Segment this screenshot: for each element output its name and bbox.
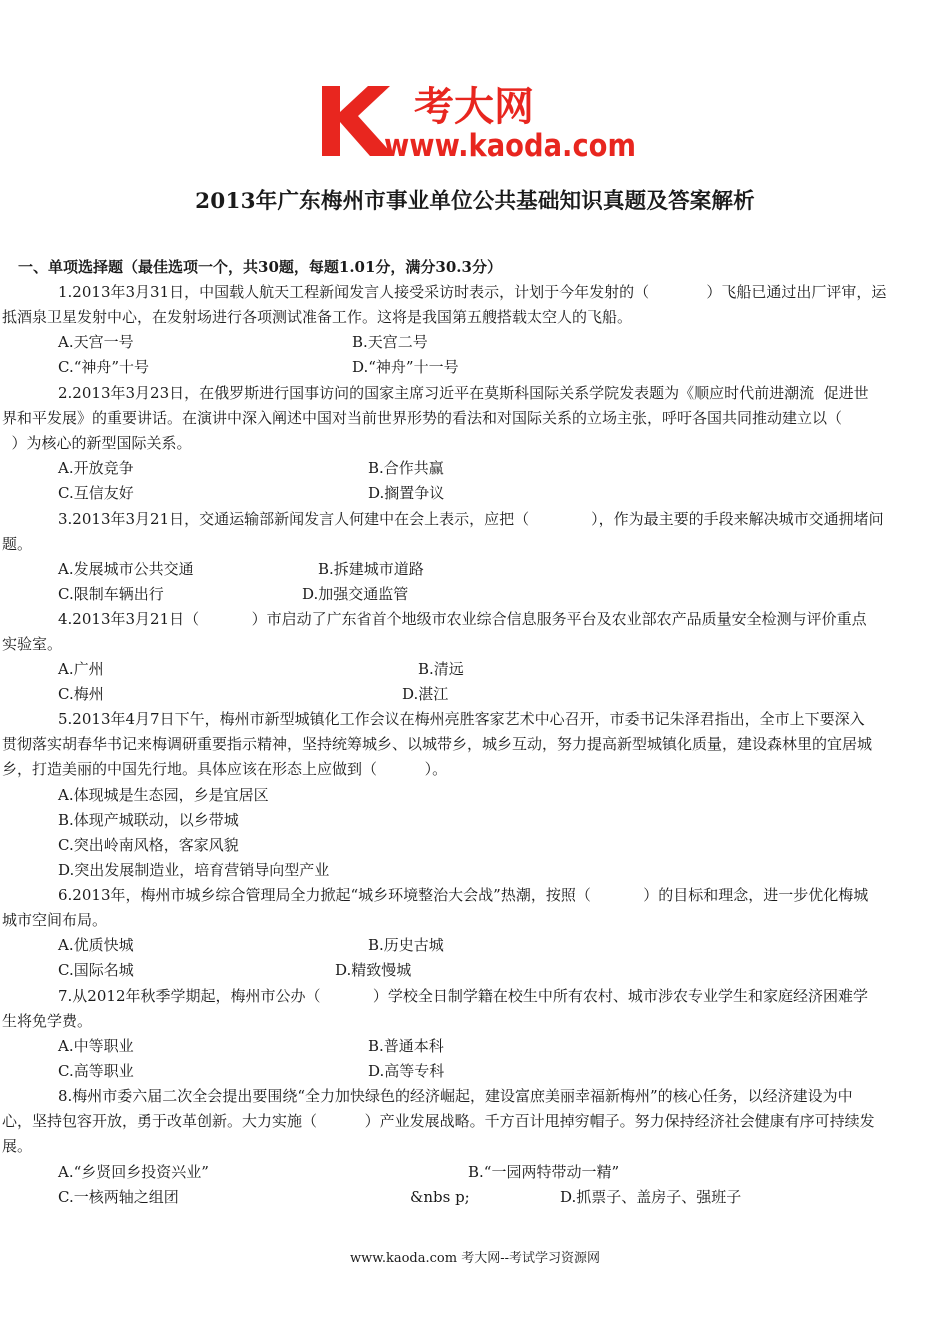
question-line: 7.从2012年秋季学期起，梅州市公办（ ）学校全日制学籍在校生中所有农村、城市涉农专业学生和家庭经济困难学: [58, 987, 868, 1005]
option-a: A.天宫一号: [58, 333, 134, 351]
option-d: D.加强交通监管: [302, 585, 409, 603]
option-c: C.突出岭南风格，客家风貌: [58, 836, 239, 854]
question-line: 5.2013年4月7日下午，梅州市新型城镇化工作会议在梅州亮胜客家艺术中心召开，市委书记朱泽君指出，全市上下要深入: [58, 710, 865, 728]
page-footer: www.kaoda.com 考大网--考试学习资源网: [350, 1251, 600, 1266]
question-line: 实验室。: [2, 635, 63, 653]
option-d: D.“神舟”十一号: [352, 358, 459, 376]
option-a: A.“乡贤回乡投资兴业”: [58, 1163, 209, 1181]
option-c: C.一核两轴之组团: [58, 1188, 179, 1206]
option-a: A.开放竞争: [58, 459, 134, 477]
question-line: 2.2013年3月23日，在俄罗斯进行国事访问的国家主席习近平在莫斯科国际关系学院发表题为《顺应时代前进潮流 促进世: [58, 384, 869, 402]
question-line: 乡，打造美丽的中国先行地。具体应该在形态上应做到（ ）。: [2, 760, 448, 778]
stray-entity-text: &nbs p;: [410, 1188, 470, 1206]
question-line: 界和平发展》的重要讲话。在演讲中深入阐述中国对当前世界形势的看法和对国际关系的立场主张，呼吁各国共同推动建立以（: [2, 409, 843, 427]
option-d: D.突出发展制造业，培育营销导向型产业: [58, 861, 330, 879]
option-b: B.历史古城: [368, 936, 444, 954]
document-title: 2013年广东梅州市事业单位公共基础知识真题及答案解析: [195, 189, 755, 214]
option-c: C.互信友好: [58, 484, 134, 502]
question-line: 贯彻落实胡春华书记来梅调研重要指示精神，坚持统筹城乡、以城带乡，城乡互动，努力提高新型城镇化质量，建设森林里的宜居城: [2, 735, 873, 753]
question-line: ）为核心的新型国际关系。: [2, 434, 192, 452]
logo-chinese-name: 考大网: [414, 84, 534, 130]
option-a: A.中等职业: [58, 1037, 134, 1055]
option-a: A.广州: [58, 660, 104, 678]
question-line: 题。: [2, 535, 33, 553]
question-line: 6.2013年，梅州市城乡综合管理局全力掀起“城乡环境整治大会战”热潮，按照（ ）的目标和理念，进一步优化梅城: [58, 886, 869, 904]
question-line: 城市空间布局。: [2, 911, 108, 929]
option-b: B.天宫二号: [352, 333, 428, 351]
question-line: 4.2013年3月21日（ ）市启动了广东省首个地级市农业综合信息服务平台及农业部农产品质量安全检测与评价重点: [58, 610, 867, 628]
option-b: B.体现产城联动，以乡带城: [58, 811, 239, 829]
option-b: B.合作共赢: [368, 459, 444, 477]
option-c: C.限制车辆出行: [58, 585, 164, 603]
option-b: B.“一园两特带动一精”: [468, 1163, 620, 1181]
option-b: B.拆建城市道路: [318, 560, 424, 578]
question-line: 1.2013年3月31日，中国载人航天工程新闻发言人接受采访时表示，计划于今年发射的（ ）飞船已通过出厂评审，运: [58, 283, 887, 301]
option-b: B.清远: [418, 660, 464, 678]
option-a: A.优质快城: [58, 936, 134, 954]
option-c: C.梅州: [58, 685, 104, 703]
question-line: 心，坚持包容开放，勇于改革创新。大力实施（ ）产业发展战略。千方百计甩掉穷帽子。努力保持经济社会健康有序可持续发: [2, 1112, 875, 1130]
option-c: C.国际名城: [58, 961, 134, 979]
question-line: 展。: [2, 1137, 33, 1155]
question-line: 3.2013年3月21日，交通运输部新闻发言人何建中在会上表示，应把（ ），作为最主要的手段来解决城市交通拥堵问: [58, 510, 884, 528]
option-d: D.湛江: [402, 685, 449, 703]
question-line: 8.梅州市委六届二次全会提出要围绕“全力加快绿色的经济崛起，建设富庶美丽幸福新梅州”的核心任务，以经济建设为中: [58, 1087, 853, 1105]
section-heading: 一、单项选择题（最佳选项一个，共30题，每题1.01分，满分30.3分）: [18, 258, 502, 276]
option-a: A.发展城市公共交通: [58, 560, 194, 578]
question-line: 生将免学费。: [2, 1012, 93, 1030]
kaoda-logo: [318, 78, 638, 164]
option-d: D.抓票子、盖房子、强班子: [560, 1188, 742, 1206]
question-line: 抵酒泉卫星发射中心，在发射场进行各项测试准备工作。这将是我国第五艘搭载太空人的飞船。: [2, 308, 633, 326]
option-c: C.高等职业: [58, 1062, 134, 1080]
option-d: D.精致慢城: [335, 961, 412, 979]
option-b: B.普通本科: [368, 1037, 444, 1055]
logo-url: www.kaoda.com: [384, 128, 636, 164]
option-d: D.高等专科: [368, 1062, 445, 1080]
option-d: D.搁置争议: [368, 484, 445, 502]
option-c: C.“神舟”十号: [58, 358, 150, 376]
option-a: A.体现城是生态园，乡是宜居区: [58, 786, 269, 804]
